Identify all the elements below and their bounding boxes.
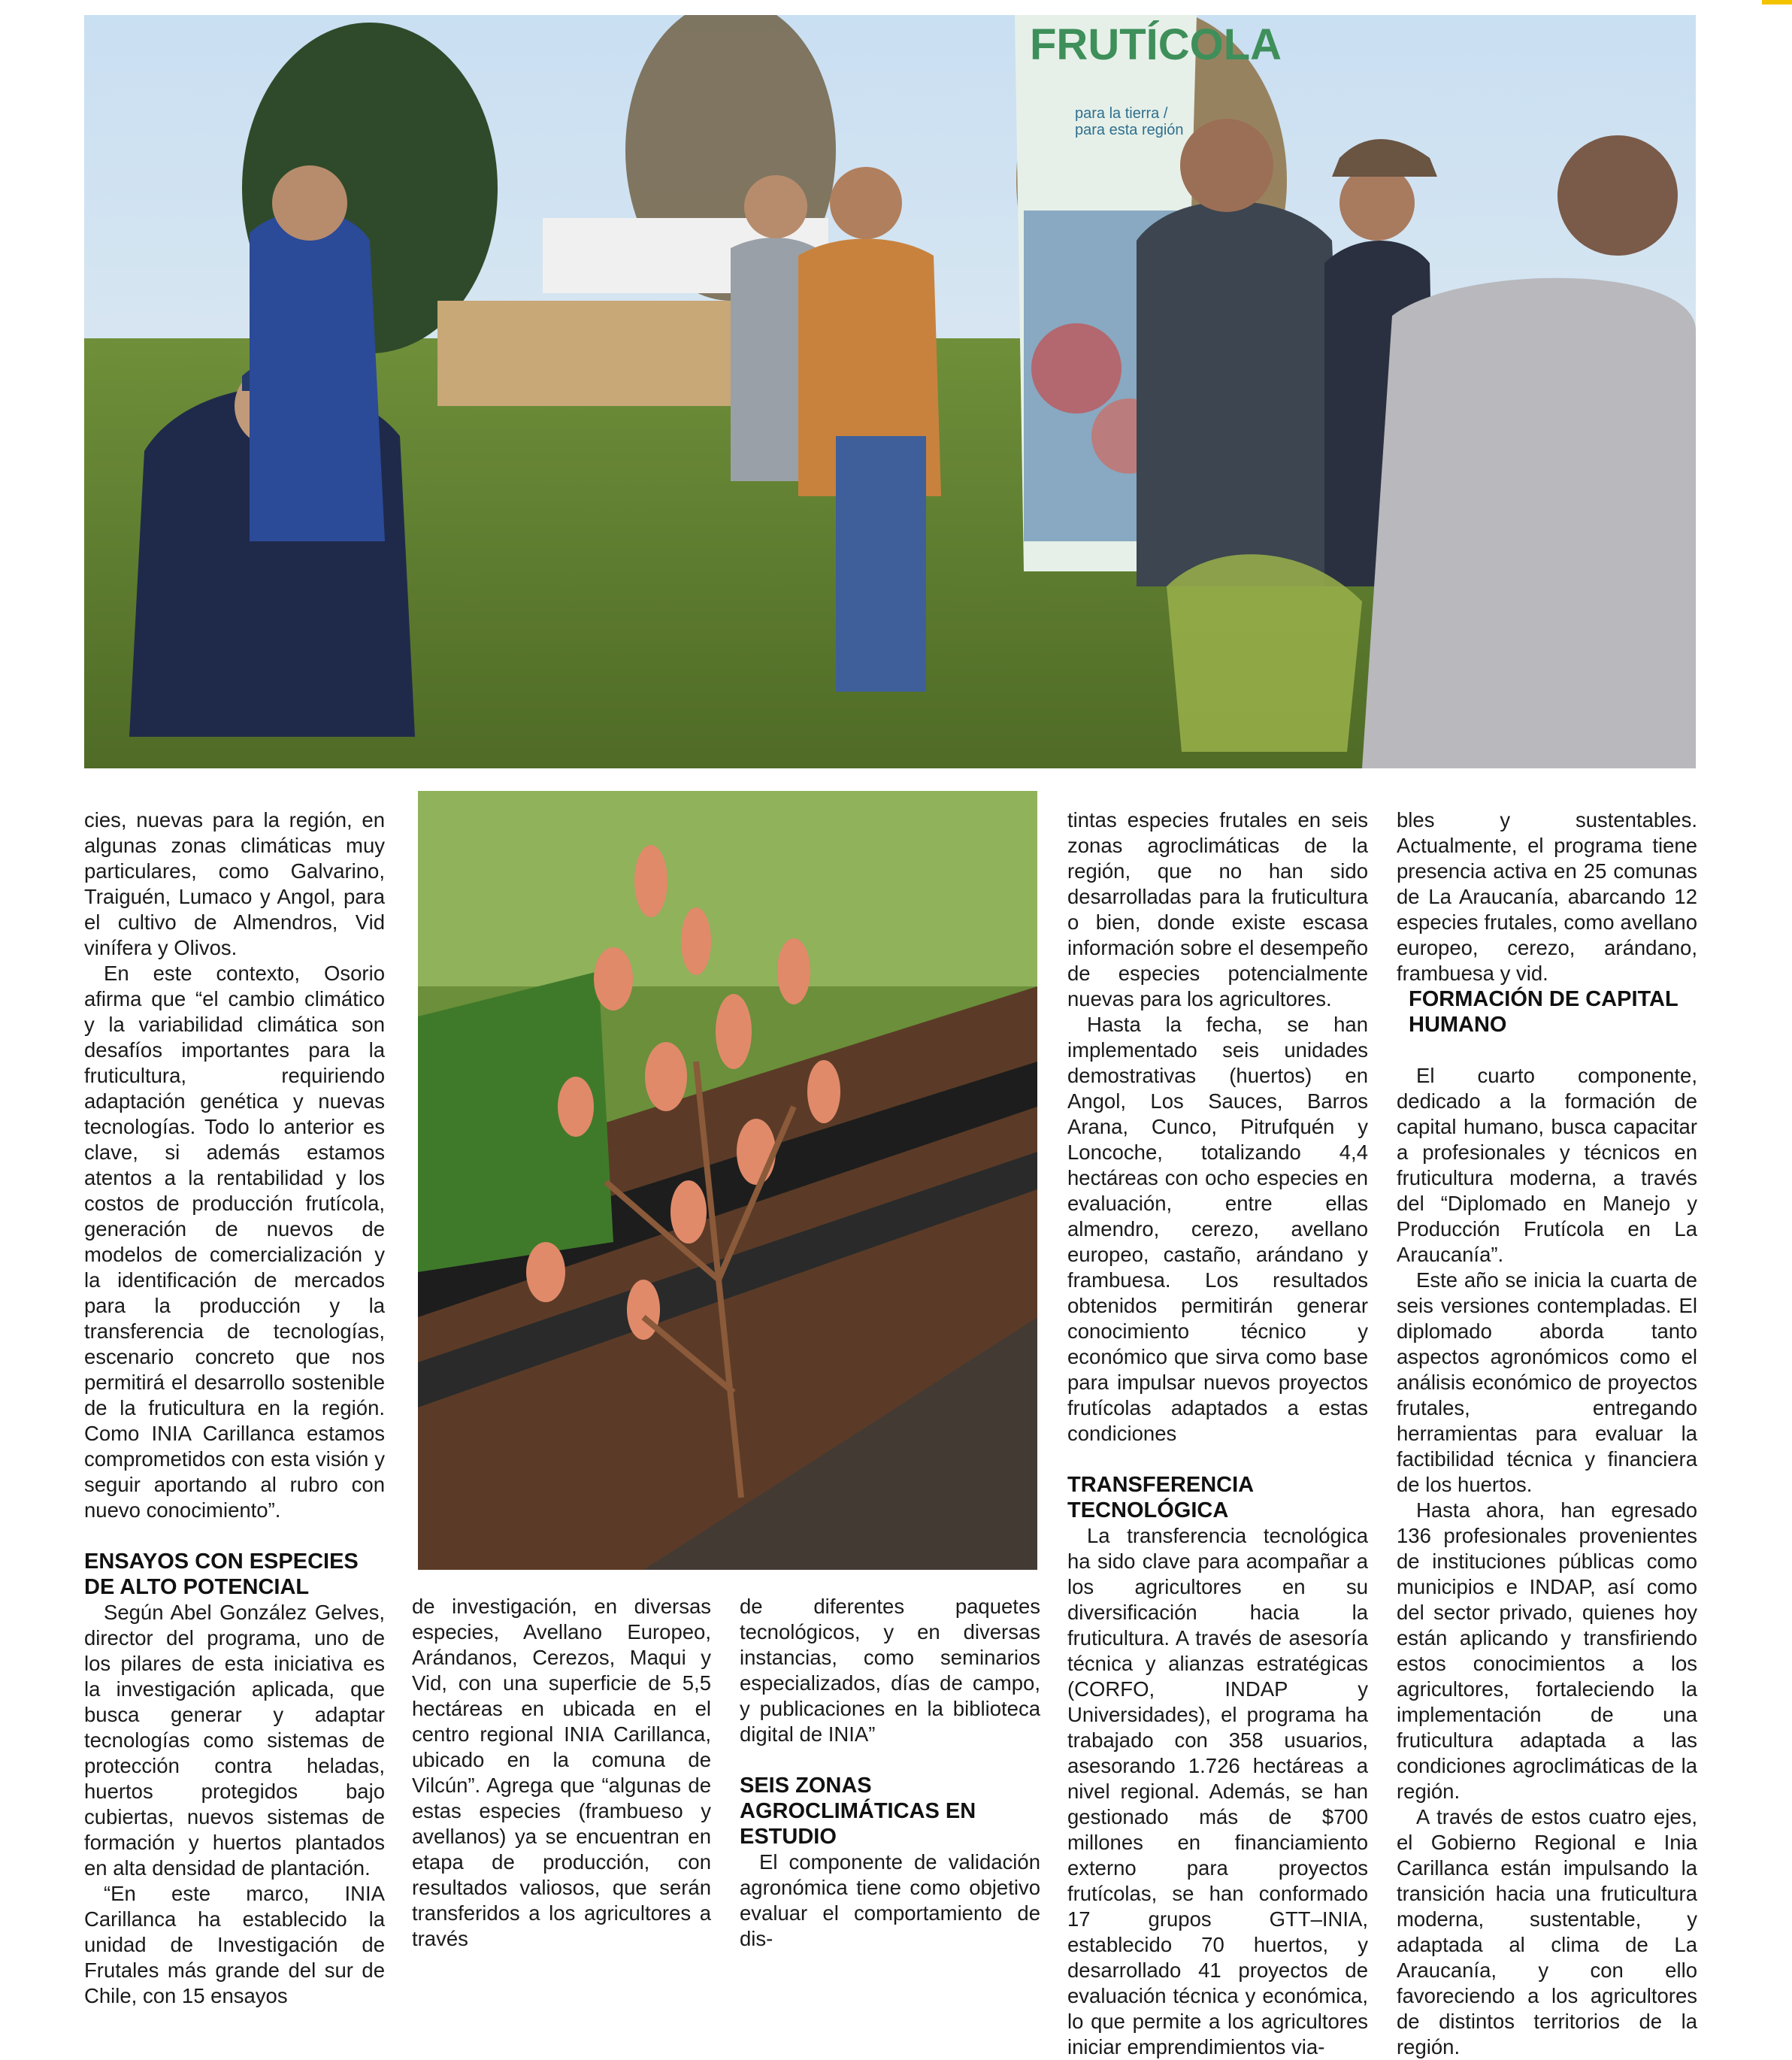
article-column-1 <box>84 807 385 2009</box>
article-column-5 <box>1397 807 1697 2060</box>
article-column-3 <box>740 1594 1040 1952</box>
paragraph: El cuarto componente, dedicado a la formación de capital humano, busca capacitar a profesionales y técnicos en fruticultura moderna, a través del “Diplomado en Manejo y Producción Frutícola en La Araucanía”. <box>1397 1064 1697 1266</box>
paragraph: cies, nuevas para la región, en algunas zonas climáticas muy particulares, como Galvarino, Traiguén, Lumaco y Angol, para el cultivo de Almendros, Vid vinífera y Olivos. <box>84 808 385 959</box>
paragraph: “En este marco, INIA Carillanca ha establecido la unidad de Investigación de Frutales más grande del sur de Chile, con 15 ensayos <box>84 1882 385 2007</box>
banner-sublabel: para la tierra / para esta región <box>1075 105 1184 138</box>
paragraph: bles y sustentables. Actualmente, el programa tiene presencia activa en 25 comunas de La Araucanía, abarcando 12 especies frutales, como avellano europeo, cerezo, arándano, frambuesa y vid. <box>1397 808 1697 985</box>
paragraph: El componente de validación agronómica tiene como objetivo evaluar el comportamiento de dis- <box>740 1850 1040 1950</box>
paragraph: de diferentes paquetes tecnológicos, y en diversas instancias, como seminarios especializados, días de campo, y publicaciones en la biblioteca digital de INIA” <box>740 1595 1040 1746</box>
section-heading: FORMACIÓN DE CAPITAL HUMANO <box>1409 987 1678 1037</box>
section-heading: TRANSFERENCIA TECNOLÓGICA <box>1067 1473 1254 1522</box>
paragraph: A través de estos cuatro ejes, el Gobierno Regional e Inia Carillanca están impulsando la transición hacia una fruticultura moderna, sustentable, y adaptada al clima de La Araucanía, y con ello favoreciendo a los agricultores de distintos territorios de la región. <box>1397 1805 1697 2058</box>
section-heading: SEIS ZONAS AGROCLIMÁTICAS EN ESTUDIO <box>740 1774 976 1849</box>
paragraph: Según Abel González Gelves, director del programa, uno de los pilares de esta iniciativa es la investigación aplicada, que busca generar y adaptar tecnologías como sistemas de protección contra heladas, huertos protegidos bajo cubiertas, nuevos sistemas de formación y huertos plantados en alta densidad de plantación. <box>84 1601 385 1880</box>
paragraph: tintas especies frutales en seis zonas agroclimáticas de la región, que no han sido desarrolladas para la fruticultura o bien, donde existe escasa información sobre el desempeño de especies potencialmente nuevas para los agricultores. <box>1067 808 1368 1010</box>
paragraph: Este año se inicia la cuarta de seis versiones contempladas. El diplomado aborda tanto aspectos agronómicos como el análisis económico de proyectos frutales, entregando herramientas para evaluar la factibilidad técnica y financiera de los huertos. <box>1397 1268 1697 1496</box>
article-column-4 <box>1067 807 1368 2060</box>
top-photo-farmers-field <box>84 15 1696 768</box>
paragraph: En este contexto, Osorio afirma que “el cambio climático y la variabilidad climática son desafíos importantes para la fruticultura, requiriendo adaptación genética y nuevas tecnologías. Todo lo anterior es clave, si además estamos atentos a la rentabilidad y los costos de producción frutícola, generación de nuevos de modelos de comercialización y la identificación de mercados para la producción y la transferencia de tecnologías, escenario concreto que nos permitirá el desarrollo sostenible de la fruticultura en la región. Como INIA Carillanca estamos comprometidos con esta visión y seguir aportando al rubro con nuevo conocimiento”. <box>84 962 385 1522</box>
section-heading: ENSAYOS CON ESPECIES DE ALTO POTENCIAL <box>84 1550 359 1599</box>
paragraph: de investigación, en diversas especies, Avellano Europeo, Arándanos, Cerezos, Maqui y Vid, con una superficie de 5,5 hectáreas en ubicada en el centro regional INIA Carillanca, ubicado en la comuna de Vilcún”. Agrega que “algunas de estas especies (frambueso y avellanos) ya se encuentran en etapa de producción, con resultados valiosos, que serán transferidos a los agricultores a través <box>412 1595 711 1950</box>
banner-label: FRUTÍCOLA <box>1030 20 1282 69</box>
paragraph: La transferencia tecnológica ha sido clave para acompañar a los agricultores en su diversificación hacia la fruticultura. A través de asesoría técnica y alianzas estratégicas (CORFO, INDAP y Universidades), el programa ha trabajado con 358 usuarios, asesorando 1.726 hectáreas a nivel regional. Además, se han gestionado más de $700 millones en financiamiento externo para proyectos frutícolas, se han conformado 17 grupos GTT–INIA, establecido 70 huertos, y desarrollado 41 proyectos de evaluación técnica y económica, lo que permite a los agricultores iniciar emprendimientos via- <box>1067 1524 1368 2058</box>
page-corner-mark <box>1762 0 1792 5</box>
middle-photo-blueberry-plant <box>418 791 1037 1570</box>
paragraph: Hasta ahora, han egresado 136 profesionales provenientes de instituciones públicas como municipios e INDAP, así como del sector privado, quienes hoy están aplicando y transfiriendo estos conocimientos a los agricultores, fortaleciendo la implementación de una fruticultura adaptada a las condiciones agroclimáticas de la región. <box>1397 1498 1697 1803</box>
article-column-2 <box>412 1594 711 1952</box>
paragraph: Hasta la fecha, se han implementado seis unidades demostrativas (huertos) en Angol, Los Sauces, Barros Arana, Cunco, Pitrufquén y Loncoche, totalizando 4,4 hectáreas con ocho especies en evaluación, entre ellas almendro, cerezo, avellano europeo, castaño, arándano y frambuesa. Los resultados obtenidos permitirán generar conocimiento técnico y económico que sirva como base para impulsar nuevos proyectos frutícolas adaptados a estas condiciones <box>1067 1013 1368 1445</box>
